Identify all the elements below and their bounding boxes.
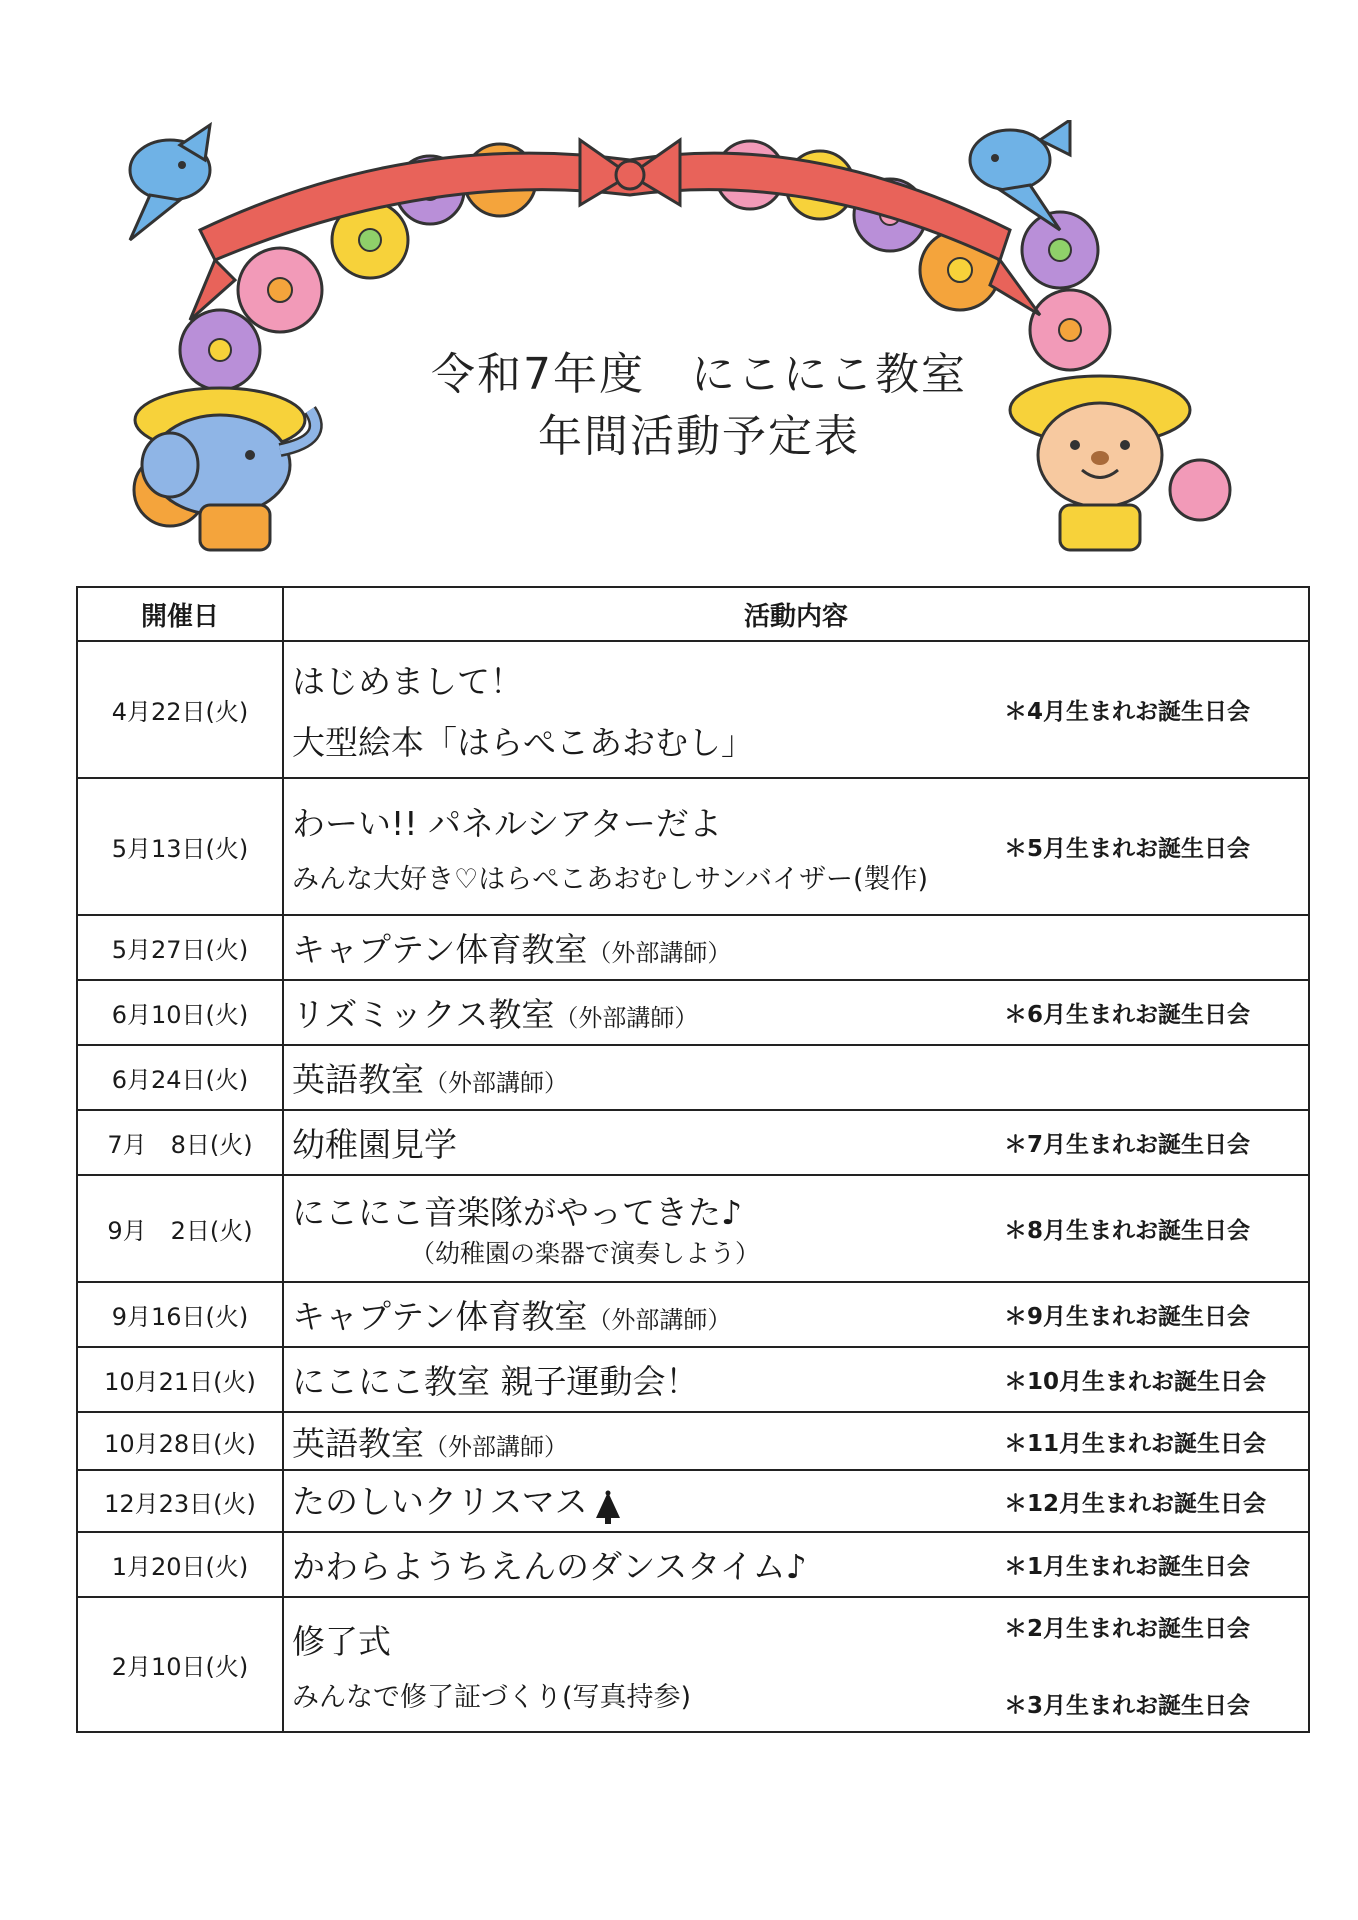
birthday-note: ＊3月生まれお誕生日会 [1004,1692,1251,1719]
page-title-line1: 令和7年度 にこにこ教室 [431,349,967,400]
row-date: 6月24日(火) [77,1045,283,1110]
row-date: 5月13日(火) [77,778,283,915]
table-row [77,915,1309,980]
table-row [77,1110,1309,1175]
birthday-note: ＊11月生まれお誕生日会 [1004,1430,1267,1457]
row-date: 1月20日(火) [77,1532,283,1597]
schedule-table [76,586,1310,1733]
activity-main: 幼稚園見学 [292,1125,457,1164]
activity-sub: みんな大好き♡はらぺこあおむしサンバイザー(製作) [292,863,929,895]
activity-note: （外部講師） [424,1432,568,1461]
row-date: 6月10日(火) [77,980,283,1045]
activity-main: キャプテン体育教室 [292,930,588,969]
table-row [77,1347,1309,1412]
birthday-note: ＊12月生まれお誕生日会 [1004,1490,1267,1517]
activity-main: にこにこ教室 親子運動会！ [292,1362,699,1401]
table-row [77,1175,1309,1282]
birthday-note: ＊1月生まれお誕生日会 [1004,1554,1251,1580]
activity-main: 英語教室 [292,1423,424,1463]
activity-note: （外部講師） [587,939,732,967]
row-date: 4月22日(火) [77,641,283,778]
row-date: 10月21日(火) [77,1347,283,1412]
table-row [77,778,1309,915]
row-date: 12月23日(火) [77,1470,283,1532]
table-row [77,1282,1309,1347]
activity-main: はじめまして！ [292,661,523,701]
row-date: 10月28日(火) [77,1412,283,1470]
birthday-note: ＊7月生まれお誕生日会 [1004,1132,1251,1158]
activity-note: （外部講師） [424,1069,568,1097]
table-row [77,1532,1309,1597]
activity-note: （外部講師） [587,1306,732,1334]
page-title-line2: 年間活動予定表 [538,411,860,462]
birthday-note: ＊4月生まれお誕生日会 [1004,699,1251,725]
table-header-row [77,587,1309,641]
row-date: 7月 8日(火) [77,1110,283,1175]
activity-sub: みんなで修了証づくり(写真持参) [292,1681,692,1713]
birthday-note: ＊5月生まれお誕生日会 [1004,836,1251,862]
header-date: 開催日 [77,587,283,641]
table-row [77,1045,1309,1110]
table-row [77,1597,1309,1732]
birthday-note: ＊6月生まれお誕生日会 [1004,1002,1251,1028]
activity-main: にこにこ音楽隊がやってきた♪ [292,1193,743,1232]
activity-main: 英語教室 [292,1060,424,1099]
activity-sub: （幼稚園の楽器で演奏しよう） [410,1239,761,1268]
activity-main: わーい!! パネルシアターだよ [292,803,722,843]
row-date: 9月 2日(火) [77,1175,283,1282]
table-row [77,1412,1309,1470]
header-activity: 活動内容 [283,587,1309,641]
activity-note: （外部講師） [554,1004,699,1032]
activity-main: キャプテン体育教室 [292,1297,588,1336]
table-row [77,1470,1309,1532]
christmas-tree-icon [593,1490,623,1526]
birthday-note: ＊10月生まれお誕生日会 [1004,1369,1267,1395]
row-date: 9月16日(火) [77,1282,283,1347]
row-date: 2月10日(火) [77,1597,283,1732]
activity-main: リズミックス教室 [292,995,555,1034]
table-row [77,980,1309,1045]
table-row [77,641,1309,778]
birthday-note: ＊9月生まれお誕生日会 [1004,1304,1251,1330]
activity-sub: 大型絵本「はらぺこあおむし」 [292,722,754,762]
row-date: 5月27日(火) [77,915,283,980]
birthday-note: ＊2月生まれお誕生日会 [1004,1615,1251,1642]
activity-main: たのしいクリスマス [292,1481,588,1521]
birthday-note: ＊8月生まれお誕生日会 [1004,1218,1251,1244]
bird-left-icon [130,125,210,240]
activity-main: かわらようちえんのダンスタイム♪ [292,1547,807,1586]
activity-main: 修了式 [292,1621,391,1661]
